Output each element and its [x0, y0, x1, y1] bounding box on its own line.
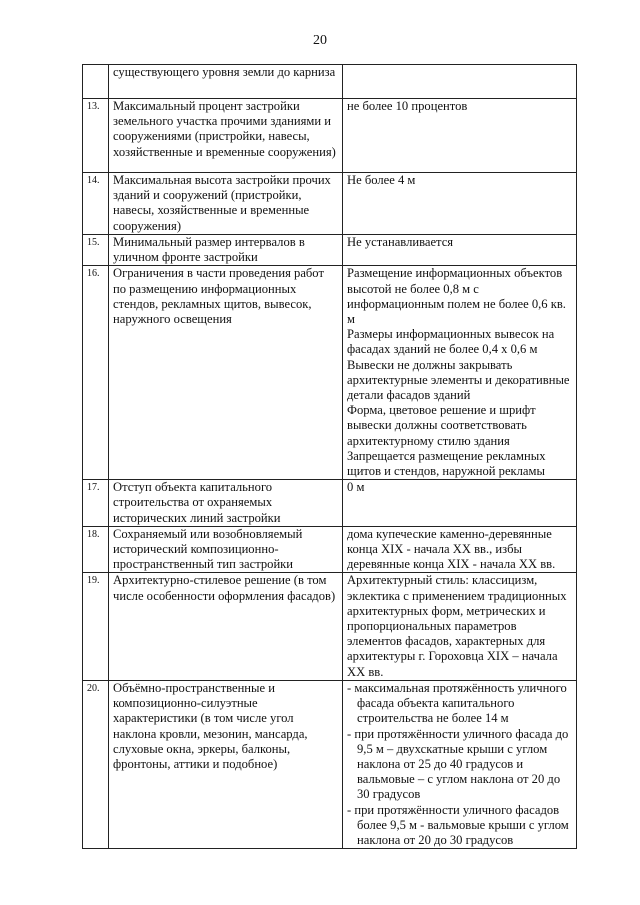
- parameter-name: Ограничения в части проведения работ по размещению информационных стендов, рекламных щитов, вывесок, наружного освещения: [109, 266, 343, 480]
- value-line: Вывески не должны закрывать архитектурные элементы и декоративные детали фасадов зданий: [347, 357, 570, 403]
- row-number: 14.: [83, 173, 109, 235]
- parameter-name: Отступ объекта капитального строительства от охраняемых исторических линий застройки: [109, 480, 343, 527]
- row-number: 17.: [83, 480, 109, 527]
- parameter-value: дома купеческие каменно-деревянные конца XIX - начала XX вв., избы деревянные конца XIX - начала XX вв.: [343, 526, 577, 573]
- value-line: - максимальная протяжённость уличного фасада объекта капитального строительства не более 14 м: [347, 680, 567, 726]
- parameter-value: Архитектурный стиль: классицизм, эклектика с применением традиционных архитектурных форм, метрических и пропорциональных параметров элементов фасадов, характерных для архитектуры г. Гороховца XIX – начала XX вв.: [343, 573, 577, 680]
- value-line: Запрещается размещение рекламных щитов и стендов, наружной рекламы: [347, 448, 546, 479]
- table-row: [83, 680, 577, 848]
- row-number: 20.: [83, 680, 109, 848]
- table-row: [83, 65, 577, 99]
- row-number: 18.: [83, 526, 109, 573]
- table-row: [83, 235, 577, 266]
- parameter-name: Архитектурно-стилевое решение (в том числе особенности оформления фасадов): [109, 573, 343, 680]
- parameter-value: [343, 680, 577, 848]
- parameter-value: Не устанавливается: [343, 235, 577, 266]
- parameter-name: Максимальная высота застройки прочих зданий и сооружений (пристройки, навесы, хозяйственные и временные сооружения): [109, 173, 343, 235]
- parameter-name: Сохраняемый или возобновляемый исторический композиционно-пространственный тип застройки: [109, 526, 343, 573]
- value-line: - при протяжённости уличного фасадов более 9,5 м - вальмовые крыши с углом наклона от 20 до 30 градусов: [347, 802, 569, 847]
- table-row: [83, 573, 577, 680]
- value-line: Форма, цветовое решение и шрифт вывески должны соответствовать архитектурному стилю здания: [347, 403, 536, 448]
- parameter-name: Минимальный размер интервалов в уличном фронте застройки: [109, 235, 343, 266]
- value-line: Размеры информационных вывесок на фасадах зданий не более 0,4 х 0,6 м: [347, 327, 555, 357]
- row-number: [83, 65, 109, 99]
- table-row: [83, 480, 577, 527]
- regulations-table: [82, 64, 577, 849]
- value-line: - при протяжённости уличного фасада до 9,5 м – двухскатные крыши с углом наклона от 25 до 40 градусов и вальмовые – с углом наклона от 20 до 30 градусов: [347, 726, 569, 802]
- page-number: 20: [313, 33, 327, 48]
- row-number: 13.: [83, 99, 109, 173]
- parameter-value: Не более 4 м: [343, 173, 577, 235]
- parameter-name: Максимальный процент застройки земельного участка прочими зданиями и сооружениями (пристройки, навесы, хозяйственные и временные сооружения): [109, 99, 343, 173]
- parameter-value: [343, 65, 577, 99]
- table-row: [83, 173, 577, 235]
- row-number: 15.: [83, 235, 109, 266]
- table-row: [83, 526, 577, 573]
- parameter-value: 0 м: [343, 480, 577, 527]
- table-row: [83, 99, 577, 173]
- parameter-name: Объёмно-пространственные и композиционно-силуэтные характеристики (в том числе угол наклона кровли, мезонин, мансарда, слуховые окна, эркеры, балконы, фронтоны, аттики и подобное): [109, 680, 343, 848]
- parameter-name: существующего уровня земли до карниза: [109, 65, 343, 99]
- parameter-value: не более 10 процентов: [343, 99, 577, 173]
- table-row: [83, 266, 577, 480]
- parameter-value: [343, 266, 577, 480]
- value-line: Размещение информационных объектов высотой не более 0,8 м с информационным полем не более 0,6 кв. м: [347, 266, 566, 327]
- row-number: 16.: [83, 266, 109, 480]
- row-number: 19.: [83, 573, 109, 680]
